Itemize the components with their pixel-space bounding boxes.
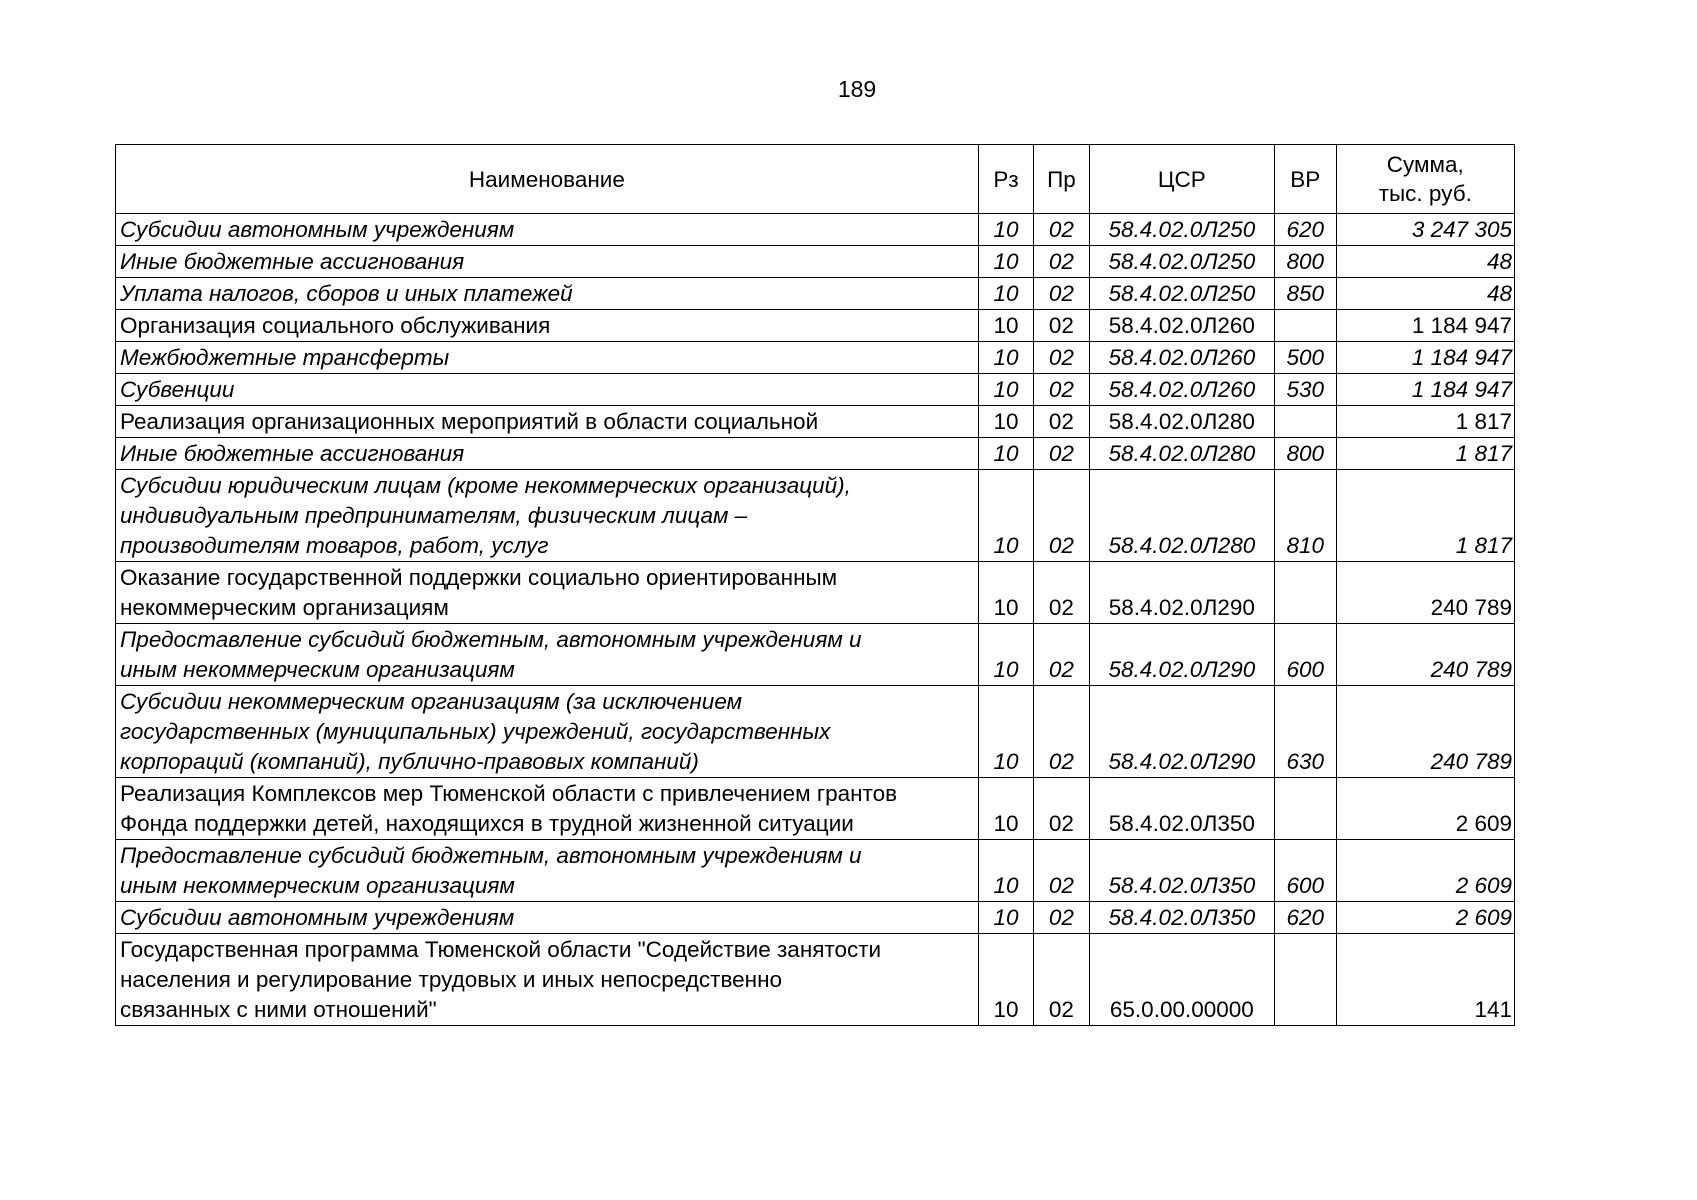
cell-name-line: Предоставление субсидий бюджетным, автономным учреждениям и	[120, 843, 862, 868]
cell-rz: 10	[978, 342, 1033, 374]
table-row	[116, 214, 1515, 246]
cell-name-line: Государственная программа Тюменской области "Содействие занятости	[120, 937, 882, 962]
cell-csr: 58.4.02.0Л250	[1089, 246, 1274, 278]
cell-vr: 800	[1275, 246, 1336, 278]
cell-name	[116, 902, 979, 934]
cell-name-line: Реализация Комплексов мер Тюменской области с привлечением грантов	[120, 781, 898, 806]
cell-sum: 1 184 947	[1336, 342, 1514, 374]
cell-vr: 600	[1275, 840, 1336, 902]
table-row	[116, 624, 1515, 686]
cell-name	[116, 278, 979, 310]
table-row	[116, 406, 1515, 438]
cell-sum: 3 247 305	[1336, 214, 1514, 246]
cell-sum: 1 184 947	[1336, 374, 1514, 406]
cell-vr: 600	[1275, 624, 1336, 686]
page-number: 189	[837, 76, 877, 102]
table-row	[116, 778, 1515, 840]
table-row	[116, 686, 1515, 778]
cell-name	[116, 310, 979, 342]
table-row	[116, 310, 1515, 342]
cell-csr: 58.4.02.0Л260	[1089, 310, 1274, 342]
cell-sum: 1 817	[1336, 438, 1514, 470]
cell-csr: 58.4.02.0Л290	[1089, 562, 1274, 624]
cell-vr: 850	[1275, 278, 1336, 310]
header-vr: ВР	[1275, 145, 1336, 214]
cell-name	[116, 686, 979, 778]
cell-pr: 02	[1034, 246, 1089, 278]
cell-pr: 02	[1034, 310, 1089, 342]
cell-csr: 58.4.02.0Л350	[1089, 902, 1274, 934]
cell-sum: 1 817	[1336, 406, 1514, 438]
cell-rz: 10	[978, 374, 1033, 406]
cell-rz: 10	[978, 246, 1033, 278]
cell-name-line: связанных с ними отношений"	[120, 997, 437, 1022]
cell-rz: 10	[978, 278, 1033, 310]
cell-name-line: Организация социального обслуживания	[120, 313, 551, 338]
cell-sum: 1 184 947	[1336, 310, 1514, 342]
cell-rz: 10	[978, 310, 1033, 342]
table-row	[116, 934, 1515, 1026]
cell-sum: 141	[1336, 934, 1514, 1026]
cell-pr: 02	[1034, 214, 1089, 246]
table-row	[116, 246, 1515, 278]
cell-name-line: Субвенции	[120, 377, 235, 402]
cell-sum: 48	[1336, 278, 1514, 310]
cell-csr: 58.4.02.0Л250	[1089, 214, 1274, 246]
cell-vr: 530	[1275, 374, 1336, 406]
cell-vr: 800	[1275, 438, 1336, 470]
cell-name-line: Реализация организационных мероприятий в области социальной	[120, 409, 819, 434]
cell-name	[116, 406, 979, 438]
cell-pr: 02	[1034, 278, 1089, 310]
cell-rz: 10	[978, 902, 1033, 934]
cell-vr	[1275, 310, 1336, 342]
cell-vr	[1275, 406, 1336, 438]
cell-vr: 620	[1275, 214, 1336, 246]
cell-name-line: иным некоммерческим организациям	[120, 657, 515, 682]
cell-rz: 10	[978, 470, 1033, 562]
cell-pr: 02	[1034, 342, 1089, 374]
cell-name-line: Иные бюджетные ассигнования	[120, 249, 465, 274]
cell-name	[116, 840, 979, 902]
header-pr: Пр	[1034, 145, 1089, 214]
cell-name-line: населения и регулирование трудовых и иных непосредственно	[120, 967, 783, 992]
cell-pr: 02	[1034, 406, 1089, 438]
cell-name	[116, 934, 979, 1026]
cell-vr: 500	[1275, 342, 1336, 374]
cell-rz: 10	[978, 438, 1033, 470]
cell-name	[116, 438, 979, 470]
cell-pr: 02	[1034, 686, 1089, 778]
cell-vr	[1275, 934, 1336, 1026]
table-row	[116, 840, 1515, 902]
header-name: Наименование	[116, 145, 979, 214]
table-row	[116, 278, 1515, 310]
cell-rz: 10	[978, 214, 1033, 246]
table-header-row	[116, 145, 1515, 214]
cell-sum: 2 609	[1336, 778, 1514, 840]
cell-csr: 58.4.02.0Л260	[1089, 374, 1274, 406]
cell-name-line: Субсидии юридическим лицам (кроме некоммерческих организаций),	[120, 473, 851, 498]
cell-rz: 10	[978, 624, 1033, 686]
cell-vr	[1275, 562, 1336, 624]
cell-sum: 1 817	[1336, 470, 1514, 562]
table-row	[116, 374, 1515, 406]
cell-name-line: Предоставление субсидий бюджетным, автономным учреждениям и	[120, 627, 862, 652]
cell-name	[116, 470, 979, 562]
header-sum-line2: тыс. руб.	[1378, 181, 1472, 206]
table-row	[116, 470, 1515, 562]
cell-name-line: индивидуальным предпринимателям, физическим лицам –	[120, 503, 748, 528]
cell-csr: 58.4.02.0Л350	[1089, 778, 1274, 840]
cell-sum: 240 789	[1336, 624, 1514, 686]
cell-rz: 10	[978, 934, 1033, 1026]
cell-csr: 58.4.02.0Л280	[1089, 406, 1274, 438]
cell-name-line: Оказание государственной поддержки социально ориентированным	[120, 565, 838, 590]
header-sum	[1336, 145, 1514, 214]
cell-pr: 02	[1034, 562, 1089, 624]
cell-rz: 10	[978, 562, 1033, 624]
cell-csr: 58.4.02.0Л260	[1089, 342, 1274, 374]
cell-name	[116, 562, 979, 624]
cell-sum: 240 789	[1336, 686, 1514, 778]
cell-sum: 48	[1336, 246, 1514, 278]
table-row	[116, 342, 1515, 374]
cell-name-line: Иные бюджетные ассигнования	[120, 441, 465, 466]
cell-csr: 58.4.02.0Л350	[1089, 840, 1274, 902]
cell-vr: 810	[1275, 470, 1336, 562]
cell-name	[116, 778, 979, 840]
header-rz: Рз	[978, 145, 1033, 214]
cell-sum: 2 609	[1336, 902, 1514, 934]
cell-name	[116, 214, 979, 246]
cell-pr: 02	[1034, 438, 1089, 470]
header-sum-line1: Сумма,	[1386, 152, 1464, 177]
table-row	[116, 902, 1515, 934]
cell-vr	[1275, 778, 1336, 840]
cell-name	[116, 624, 979, 686]
table-body	[116, 214, 1515, 1026]
cell-name-line: Межбюджетные трансферты	[120, 345, 450, 370]
cell-name-line: Фонда поддержки детей, находящихся в трудной жизненной ситуации	[120, 811, 854, 836]
cell-csr: 58.4.02.0Л290	[1089, 686, 1274, 778]
cell-csr: 65.0.00.00000	[1089, 934, 1274, 1026]
cell-name	[116, 246, 979, 278]
cell-name-line: некоммерческим организациям	[120, 595, 449, 620]
cell-rz: 10	[978, 686, 1033, 778]
cell-vr: 630	[1275, 686, 1336, 778]
table-row	[116, 562, 1515, 624]
cell-pr: 02	[1034, 934, 1089, 1026]
cell-csr: 58.4.02.0Л280	[1089, 438, 1274, 470]
cell-name-line: иным некоммерческим организациям	[120, 873, 515, 898]
cell-csr: 58.4.02.0Л290	[1089, 624, 1274, 686]
cell-name	[116, 342, 979, 374]
cell-name-line: корпораций (компаний), публично-правовых компаний)	[120, 749, 699, 774]
cell-sum: 2 609	[1336, 840, 1514, 902]
header-csr: ЦСР	[1089, 145, 1274, 214]
cell-name-line: Субсидии некоммерческим организациям (за исключением	[120, 689, 743, 714]
cell-name-line: государственных (муниципальных) учреждений, государственных	[120, 719, 831, 744]
cell-csr: 58.4.02.0Л250	[1089, 278, 1274, 310]
table-row	[116, 438, 1515, 470]
cell-rz: 10	[978, 840, 1033, 902]
budget-table	[115, 144, 1515, 1026]
cell-sum: 240 789	[1336, 562, 1514, 624]
cell-rz: 10	[978, 406, 1033, 438]
cell-pr: 02	[1034, 840, 1089, 902]
cell-pr: 02	[1034, 902, 1089, 934]
cell-name-line: производителям товаров, работ, услуг	[120, 533, 549, 558]
cell-name-line: Субсидии автономным учреждениям	[120, 905, 515, 930]
cell-name	[116, 374, 979, 406]
cell-pr: 02	[1034, 778, 1089, 840]
cell-name-line: Субсидии автономным учреждениям	[120, 217, 515, 242]
cell-pr: 02	[1034, 470, 1089, 562]
cell-name-line: Уплата налогов, сборов и иных платежей	[120, 281, 573, 306]
cell-vr: 620	[1275, 902, 1336, 934]
cell-pr: 02	[1034, 624, 1089, 686]
cell-csr: 58.4.02.0Л280	[1089, 470, 1274, 562]
cell-pr: 02	[1034, 374, 1089, 406]
cell-rz: 10	[978, 778, 1033, 840]
